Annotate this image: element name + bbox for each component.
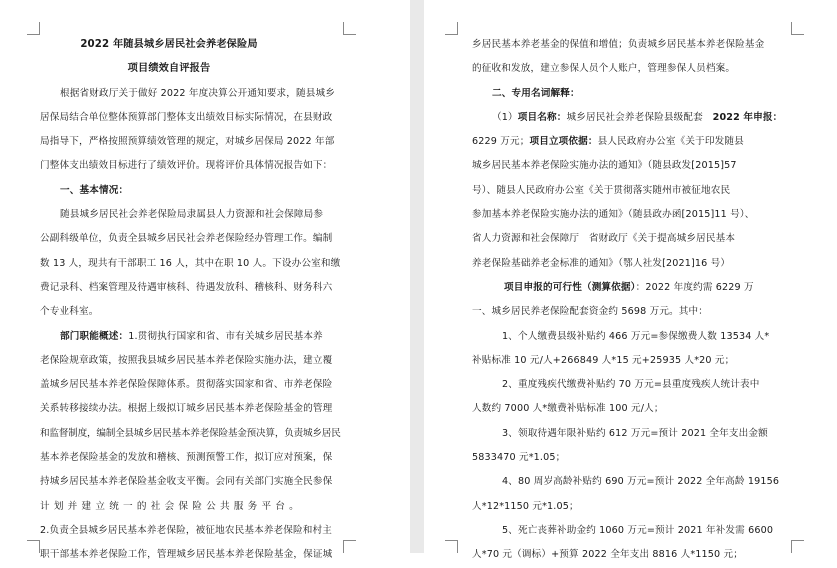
paragraph-line: 个专业科室。 [40,306,99,318]
paragraph-line: 职干部基本养老保险工作，管理城乡居民基本养老保险基金，保证城 [40,549,333,561]
paragraph-line: 根据省财政厅关于做好 2022 年度决算公开通知要求，随县城乡 [60,87,336,99]
crop-mark [445,540,458,553]
inline-bold-label: 部门职能概述： [60,330,129,342]
paragraph-line: 1、个人缴费县级补贴约 466 万元=参保缴费人数 13534 人* [502,330,770,342]
inline-bold-label: 项目申报的可行性（测算依据） [504,281,636,293]
inline-text: 6229 万元； [472,136,530,148]
section-heading: 一、基本情况： [60,184,129,196]
paragraph-line [472,130,790,154]
paragraph-line: 省人力资源和社会保障厅 省财政厅《关于提高城乡居民基本 [472,233,736,245]
paragraph-line: 补贴标准 10 元/人+266849 人*15 元+25935 人*20 元； [472,354,735,366]
paragraph-line: 盖城乡居民基本养老保险保障体系。贯彻落实国家和省、市养老保险 [40,379,333,391]
paragraph-line: 居保局结合单位整体预算部门整体支出绩效目标实际情况，在县财政 [40,111,333,123]
paragraph-line [472,276,790,300]
paragraph-line: 数 13 人，现共有干部职工 16 人，其中在职 10 人。下设办公室和缴 [40,257,341,269]
inline-text: ：2022 年度约需 6229 万 [635,281,754,293]
paragraph-line [472,106,790,130]
paragraph-line: 城乡居民基本养老保险实施办法的通知》（随县政发[2015]57 [472,160,737,172]
paragraph-line: 一、城乡居民养老保险配套资金约 5698 万元。其中： [472,306,709,318]
inline-bold-label: 2022 年申报： [712,111,783,123]
report-title: 2022 年随县城乡居民社会养老保险局 [80,39,258,50]
crop-mark [791,22,804,35]
document-page-right [424,0,837,561]
inline-text: 县人民政府办公室《关于印发随县 [597,136,744,148]
paragraph-line: 号）、随县人民政府办公室《关于贯彻落实随州市被征地农民 [472,184,731,196]
paragraph-line: 5833470 元*1.05； [472,452,566,464]
paragraph-line: 2、重度残疾代缴费补贴约 70 万元=县重度残疾人统计表中 [502,379,760,391]
paragraph-line: 5、死亡丧葬补助金约 1060 万元=预计 2021 年补发需 6600 [502,524,774,536]
report-subtitle: 项目绩效自评报告 [127,63,211,75]
paragraph-line: 随县城乡居民社会养老保险局隶属县人力资源和社会保障局参 [60,209,324,221]
inline-bold-label: 项目名称： [517,111,567,123]
paragraph-line: 的征收和发放，建立参保人员个人账户，管理参保人员档案。 [472,63,736,75]
paragraph-line: 人*12*1150 元*1.05； [472,500,579,512]
paragraph-line: 公副科级单位，负责全县城乡居民社会养老保险经办管理工作。编制 [40,233,333,245]
paragraph-line: 基本养老保险基金的发放和稽核、预测预警工作，拟订应对预案，保 [40,452,333,464]
inline-bold-label: 项目立项依据： [529,136,598,148]
inline-text: 城乡居民社会养老保险县级配套 [566,111,713,123]
paragraph-line: 持城乡居民基本养老保险基金收支平衡。会同有关部门实施全民参保 [40,476,333,488]
paragraph-line: 关系转移接续办法。根据上级拟订城乡居民基本养老保险基金的管理 [40,403,333,415]
left-body [40,33,358,568]
paragraph-line [40,325,358,349]
crop-mark [445,22,458,35]
right-body [472,33,790,568]
section-heading: 二、专用名词解释： [492,87,580,99]
paragraph-line: 人*70 元（调标）+预算 2022 全年支出 8816 人*1150 元； [472,549,743,561]
inline-text: 1.贯彻执行国家和省、市有关城乡居民基本养 [128,330,323,342]
paragraph-line: 门整体支出绩效目标进行了绩效评价。现将评价具体情况报告如下： [40,160,333,172]
crop-mark [27,540,40,553]
page-gap [410,0,424,553]
paragraph-line: 人数约 7000 人*缴费补贴标准 100 元/人； [472,403,664,415]
paragraph-line: 乡居民基本养老基金的保值和增值；负责城乡居民基本养老保险基金 [472,39,765,50]
crop-mark [27,22,40,35]
paragraph-line: 和监督制度，编制全县城乡居民基本养老保险基金预决算，负责城乡居民 [40,427,341,439]
crop-mark [791,540,804,553]
paragraph-line: 局指导下，严格按照预算绩效管理的规定，对城乡居保局 2022 年部 [40,136,335,148]
paragraph-line: 4、80 周岁高龄补贴约 690 万元=预计 2022 全年高龄 19156 [502,476,780,488]
paragraph-line: 老保险规章政策，按照我县城乡居民基本养老保险实施办法，建立覆 [40,354,333,366]
paragraph-line: 2.负责全县城乡居民基本养老保险，被征地农民基本养老保险和村主 [40,524,333,536]
paragraph-line: 费记录科、档案管理及待遇审核科、待遇发放科、稽核科、财务科六 [40,281,333,293]
paragraph-line: 参加基本养老保险实施办法的通知》（随县政办函[2015]11 号）、 [472,209,755,221]
inline-text: （1） [492,111,518,123]
paragraph-line: 养老保险基础养老金标准的通知》（鄂人社发[2021]16 号） [472,257,731,269]
paragraph-line: 3、领取待遇年限补贴约 612 万元=预计 2021 全年支出金额 [502,427,768,439]
paragraph-line: 计 划 并 建 立 统 一 的 社 会 保 险 公 共 服 务 平 台 。 [40,500,300,512]
document-page-left [0,0,410,561]
